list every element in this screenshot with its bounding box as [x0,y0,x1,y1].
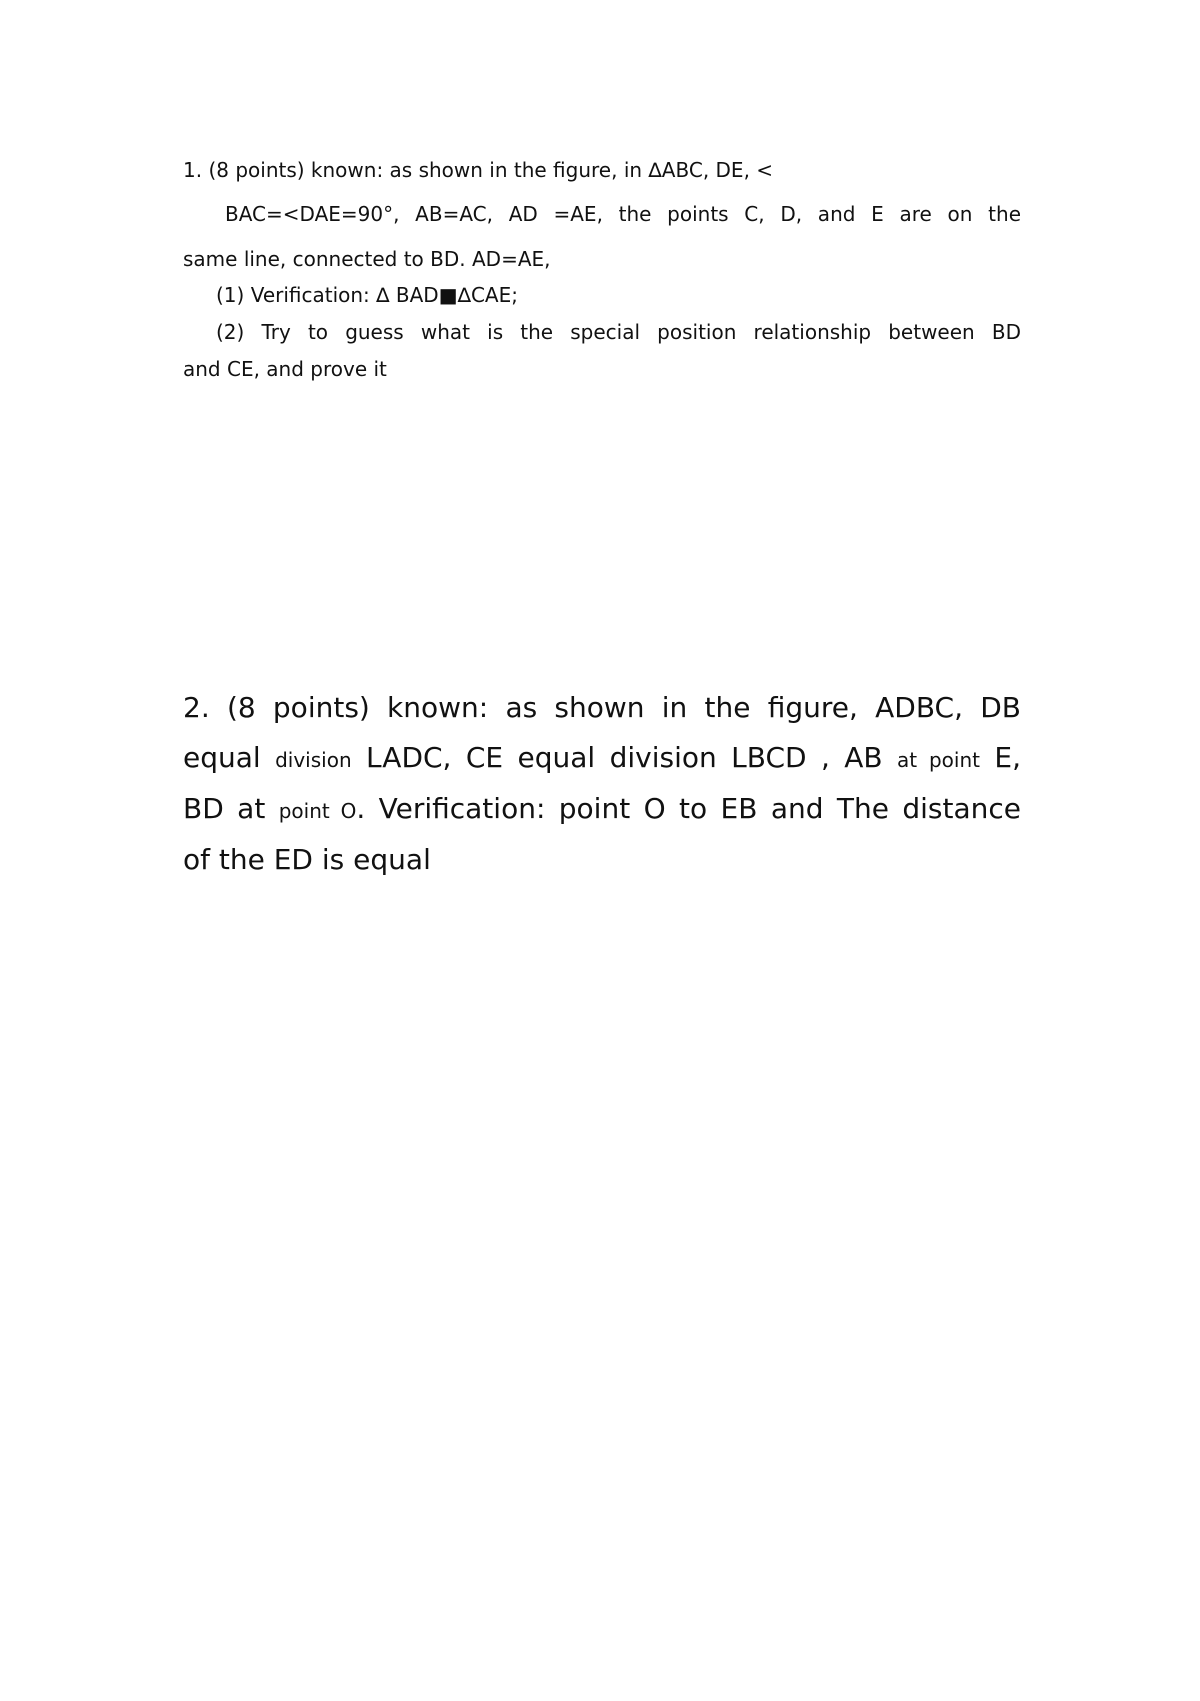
problem-1-part-1: (1) Verification: ∆ BAD■∆CAE; [216,283,518,307]
problem-2-text-verification: . Verification: point O to EB and The distance [356,792,1022,825]
problem-2-text-at-point-small: at point [897,748,980,772]
problem-2-text-angle-bisectors: LADC, CE equal division LBCD , AB [366,741,883,774]
problem-2-line-4: of the ED is equal [183,843,431,876]
problem-1-part-2-continued: and CE, and prove it [183,357,387,381]
problem-2-text-bd-at: BD at [183,792,266,825]
problem-2-text-point-o-small: point O [278,799,357,823]
problem-1-line-3: same line, connected to BD. AD=AE, [183,247,551,271]
problem-2-text-equal: equal [183,741,261,774]
problem-2-line-3 [183,792,1021,826]
problem-2-line-2 [183,741,1021,775]
problem-1-line-2: BAC=<DAE=90°, AB=AC, AD =AE, the points C, D, and E are on the [225,202,1021,226]
problem-2-text-division-small: division [275,748,352,772]
problem-2-text-point-e: E, [994,741,1021,774]
problem-2-line-1: 2. (8 points) known: as shown in the figure, ADBC, DB [183,691,1021,724]
problem-1-line-1: 1. (8 points) known: as shown in the figure, in ∆ABC, DE, < [183,158,774,182]
problem-1-part-2: (2) Try to guess what is the special position relationship between BD [216,320,1021,344]
